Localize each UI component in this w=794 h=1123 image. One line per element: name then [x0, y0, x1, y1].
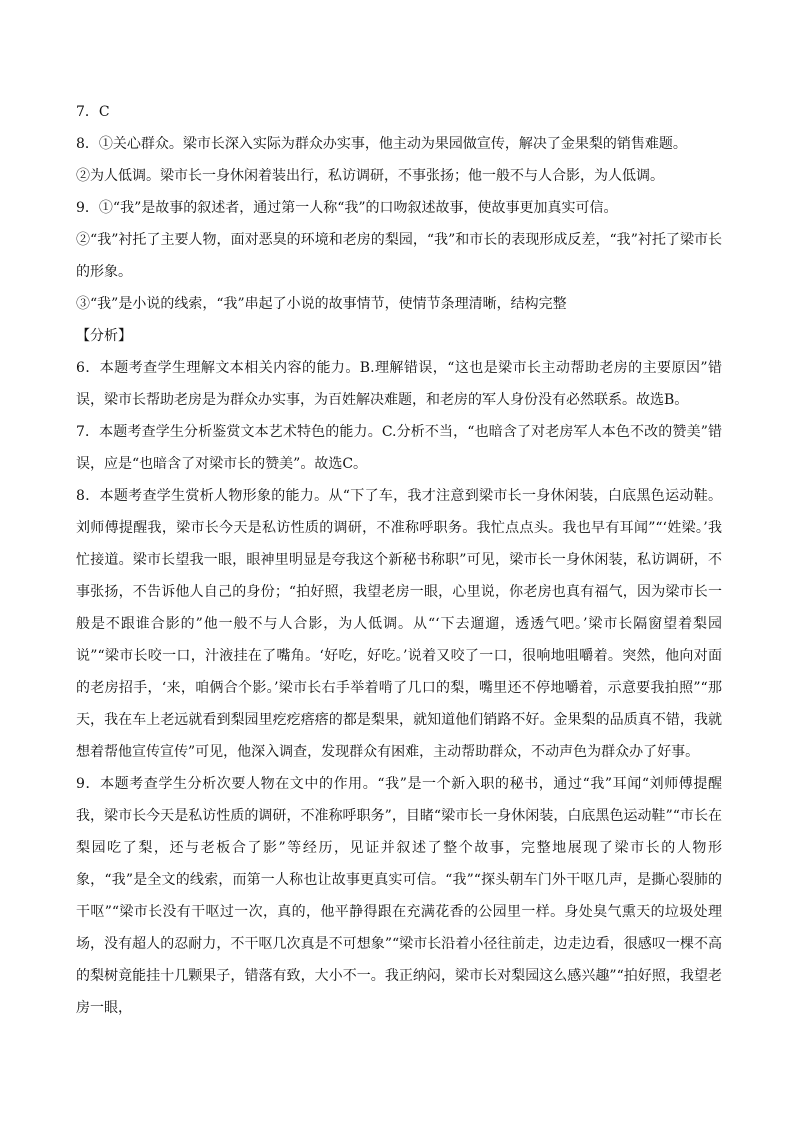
answer-analysis-content [76, 96, 722, 1024]
analysis-8: 8．本题考查学生赏析人物形象的能力。从“下了车，我才注意到梁市长一身休闲装，白底黑色运动鞋。刘师傅提醒我，梁市长今天是私访性质的调研，不准称呼职务。我忙点点头。我也早有耳闻”“‘姓梁。’我忙接道。梁市长望我一眼，眼神里明显是夸我这个新秘书称职”可见，梁市长一身休闲装，私访调研，不事张扬，不告诉他人自己的身份；“拍好照，我望老房一眼，心里说，你老房也真有福气，因为梁市长一般是不跟谁合影的”他一般不与人合影，为人低调。从“‘下去遛遛，透透气吧。’梁市长隔窗望着梨园说”“梁市长咬一口，汁液挂在了嘴角。‘好吃，好吃。’说着又咬了一口，很响地咀嚼着。突然，他向对面的老房招手，‘来，咱俩合个影。’梁市长右手举着啃了几口的梨，嘴里还不停地嚼着，示意要我拍照”“那天，我在车上老远就看到梨园里疙疙瘩瘩的都是梨果，就知道他们销路不好。金果梨的品质真不错，我就想着帮他宣传宣传”可见，他深入调查，发现群众有困难，主动帮助群众，不动声色为群众办了好事。 [76, 488, 722, 760]
answer-8-point-1: 8．①关心群众。梁市长深入实际为群众办实事，他主动为果园做宣传，解决了金果梨的销售难题。 [76, 136, 687, 152]
answer-9-point-1: 9．①“我”是故事的叙述者，通过第一人称“我”的口吻叙述故事，使故事更加真实可信。 [76, 200, 618, 216]
answer-9-point-2: ②“我”衬托了主要人物，面对恶臭的环境和老房的梨园，“我”和市长的表现形成反差，“我”衬托了梁市长的形象。 [76, 232, 722, 280]
analysis-heading: 【分析】 [76, 328, 132, 344]
answer-8-point-2: ②为人低调。梁市长一身休闲着装出行，私访调研，不事张扬；他一般不与人合影，为人低调。 [76, 168, 664, 184]
answer-9-point-3: ③“我”是小说的线索，“我”串起了小说的故事情节，使情节条理清晰，结构完整 [76, 296, 567, 312]
analysis-9: 9．本题考查学生分析次要人物在文中的作用。“我”是一个新入职的秘书，通过“我”耳闻“刘师傅提醒我，梁市长今天是私访性质的调研，不准称呼职务”，目睹“梁市长一身休闲装，白底黑色运动鞋”“市长在梨园吃了梨，还与老板合了影”等经历，见证并叙述了整个故事，完整地展现了梁市长的人物形象，“我”是全文的线索，而第一人称也让故事更真实可信。“我”“探头朝车门外干呕几声，是撕心裂肺的干呕”“梁市长没有干呕过一次，真的，他平静得跟在充满花香的公园里一样。身处臭气熏天的垃圾处理场，没有超人的忍耐力，不干呕几次真是不可想象”“梁市长沿着小径往前走，边走边看，很感叹一棵不高的梨树竟能挂十几颗果子，错落有致，大小不一。我正纳闷，梁市长对梨园这么感兴趣”“拍好照，我望老房一眼， [76, 776, 722, 1016]
answer-7: 7．C [76, 104, 110, 120]
analysis-6: 6．本题考查学生理解文本相关内容的能力。B.理解错误，“这也是梁市长主动帮助老房的主要原因”错误，梁市长帮助老房是为群众办实事，为百姓解决难题，和老房的军人身份没有必然联系。故选B。 [76, 360, 722, 408]
analysis-7: 7．本题考查学生分析鉴赏文本艺术特色的能力。C.分析不当，“也暗含了对老房军人本色不改的赞美”错误，应是“也暗含了对梁市长的赞美”。故选C。 [76, 424, 722, 472]
